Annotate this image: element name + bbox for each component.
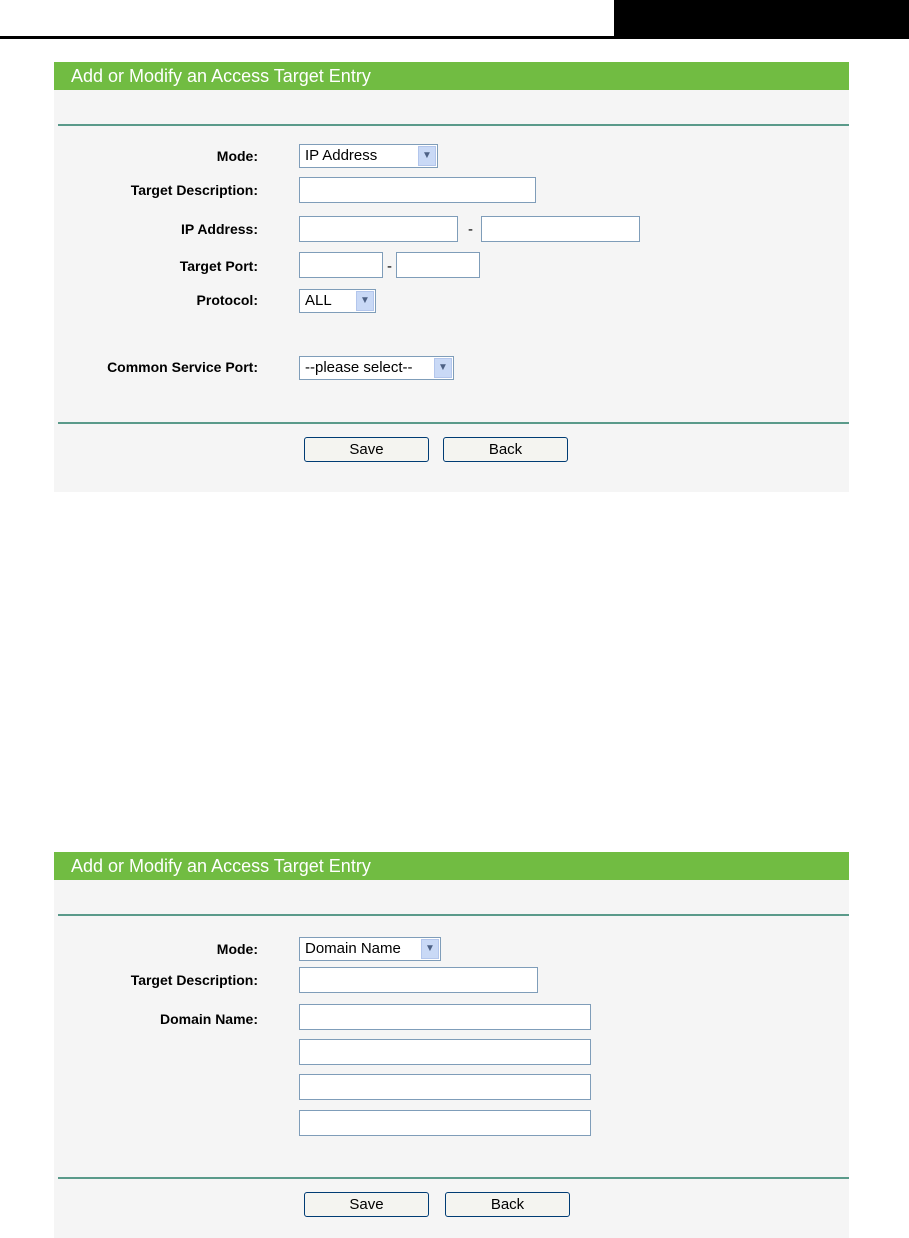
divider [58, 124, 849, 126]
access-target-panel-domain [54, 852, 849, 1238]
mode-select-value: IP Address [305, 147, 378, 164]
divider [58, 914, 849, 916]
back-button[interactable]: Back [443, 437, 568, 462]
save-button[interactable]: Save [304, 437, 429, 462]
target-description-input[interactable] [299, 967, 538, 993]
port-range-separator: - [387, 258, 392, 275]
target-port-label: Target Port: [179, 258, 258, 274]
access-target-panel-ip [54, 62, 849, 492]
target-port-start-input[interactable] [299, 252, 383, 278]
common-service-port-label: Common Service Port: [107, 359, 258, 375]
protocol-select[interactable] [299, 289, 376, 313]
ip-address-end-input[interactable] [481, 216, 640, 242]
panel-title: Add or Modify an Access Target Entry [54, 852, 849, 880]
mode-label: Mode: [216, 148, 258, 164]
protocol-label: Protocol: [196, 292, 258, 308]
ip-range-separator: - [468, 221, 473, 238]
divider [58, 1177, 849, 1179]
mode-label: Mode: [216, 941, 258, 957]
ip-address-label: IP Address: [180, 221, 258, 237]
common-service-port-value: --please select-- [305, 359, 413, 376]
chevron-down-icon[interactable]: ▼ [434, 358, 452, 378]
domain-name-input-1[interactable] [299, 1004, 591, 1030]
ip-address-start-input[interactable] [299, 216, 458, 242]
page-header-rule [0, 36, 620, 39]
target-description-label: Target Description: [130, 972, 258, 988]
target-description-label: Target Description: [130, 182, 258, 198]
chevron-down-icon[interactable]: ▼ [421, 939, 439, 959]
mode-select[interactable] [299, 144, 438, 168]
mode-select-value: Domain Name [305, 940, 401, 957]
chevron-down-icon[interactable]: ▼ [418, 146, 436, 166]
domain-name-label: Domain Name: [159, 1011, 258, 1027]
target-description-input[interactable] [299, 177, 536, 203]
common-service-port-select[interactable] [299, 356, 454, 380]
page-header-block [614, 0, 909, 39]
save-button[interactable]: Save [304, 1192, 429, 1217]
domain-name-input-2[interactable] [299, 1039, 591, 1065]
divider [58, 422, 849, 424]
domain-name-input-3[interactable] [299, 1074, 591, 1100]
chevron-down-icon[interactable]: ▼ [356, 291, 374, 311]
protocol-select-value: ALL [305, 292, 332, 309]
back-button[interactable]: Back [445, 1192, 570, 1217]
mode-select[interactable] [299, 937, 441, 961]
panel-title: Add or Modify an Access Target Entry [54, 62, 849, 90]
domain-name-input-4[interactable] [299, 1110, 591, 1136]
target-port-end-input[interactable] [396, 252, 480, 278]
